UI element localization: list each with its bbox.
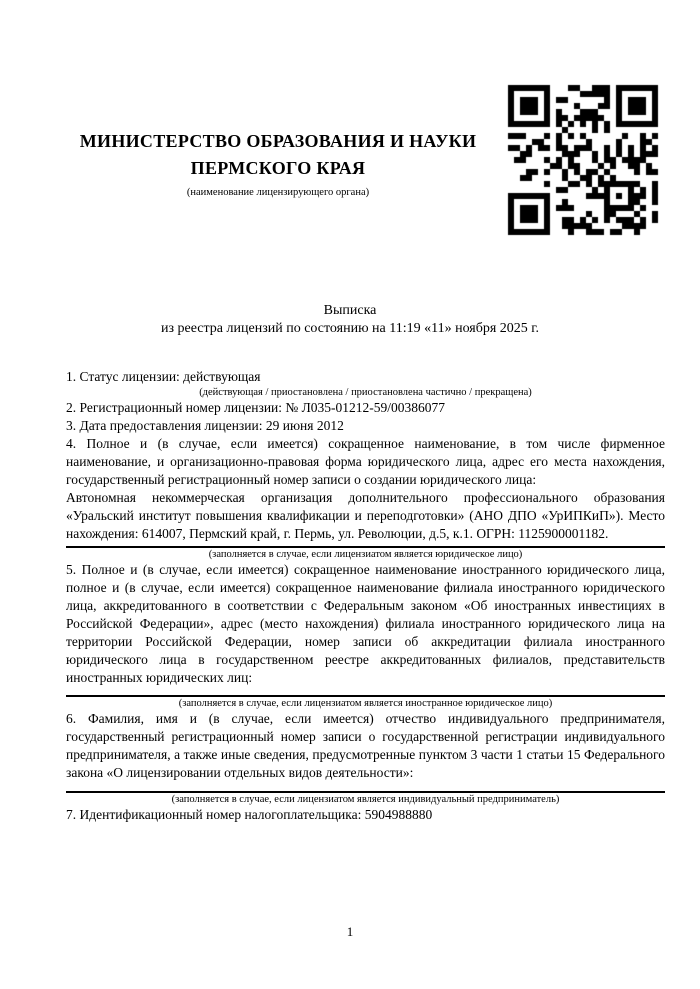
field-legal-entity-caption: (заполняется в случае, если лицензиатом является юридическое лицо) bbox=[208, 549, 523, 560]
field-foreign-entity-caption: (заполняется в случае, если лицензиатом является иностранное юридическое лицо) bbox=[178, 698, 553, 709]
field-license-status: 1. Статус лицензии: действующая bbox=[66, 369, 261, 384]
ministry-name-caption: (наименование лицензирующего органа) bbox=[186, 187, 370, 198]
field-taxpayer-number: 7. Идентификационный номер налогоплательщика: 5904988880 bbox=[66, 807, 433, 822]
document-body bbox=[66, 368, 665, 824]
title-line1: Выписка bbox=[323, 303, 377, 318]
field-foreign-entity-label: 5. Полное и (в случае, если имеется) сокращенное наименование иностранного юридического лица, полное и (в случае, если имеется) сокращенное наименование филиала иностранного юридического лица, аккредитованного в соответствии с Федеральным законом «Об иностранных инвестициях в Российской Федерации», адрес (место нахождения) филиала иностранного юридического лица на территории Российской Федерации, номер записи об аккредитации филиала иностранного юридического лица в государственном реестре аккредитованных филиалов, представительств иностранных юридических лиц: bbox=[66, 562, 665, 685]
field-license-status-caption: (действующая / приостановлена / приостановлена частично / прекращена) bbox=[199, 387, 532, 398]
field-registration-number: 2. Регистрационный номер лицензии: № Л035-01212-59/00386077 bbox=[66, 400, 446, 415]
ministry-header bbox=[66, 128, 490, 199]
title-line2: из реестра лицензий по состоянию на 11:19 «11» ноября 2025 г. bbox=[161, 320, 539, 336]
ministry-name-line1: МИНИСТЕРСТВО ОБРАЗОВАНИЯ И НАУКИ bbox=[79, 131, 477, 151]
field-legal-entity-value: Автономная некоммерческая организация дополнительного профессионального образования «Уральский институт повышения квалификации и переподготовки» (АНО ДПО «УрИПКиП»). Место нахождения: 614007, Пермский край, г. Пермь, ул. Революции, д.5, к.1. ОГРН: 1125900001182. bbox=[66, 490, 665, 541]
field-legal-entity-label: 4. Полное и (в случае, если имеется) сокращенное наименование, в том числе фирменное наименование, и организационно-правовая форма юридического лица, адрес его места нахождения, государственный регистрационный номер записи о создании юридического лица: bbox=[66, 436, 665, 487]
field-individual-entrepreneur-label: 6. Фамилия, имя и (в случае, если имеется) отчество индивидуального предпринимателя, государственный регистрационный номер записи о государственной регистрации индивидуального предпринимателя, а также иные сведения, предусмотренные пунктом 3 части 1 статьи 15 Федерального закона «О лицензировании отдельных видов деятельности»: bbox=[66, 711, 665, 780]
qr-code-icon bbox=[505, 82, 661, 238]
page-number: 1 bbox=[346, 924, 354, 939]
field-license-grant-date: 3. Дата предоставления лицензии: 29 июня 2012 bbox=[66, 418, 344, 433]
field-individual-entrepreneur-caption: (заполняется в случае, если лицензиатом является индивидуальный предприниматель) bbox=[171, 794, 560, 805]
ministry-name-line2: ПЕРМСКОГО КРАЯ bbox=[190, 158, 366, 178]
document-title bbox=[0, 302, 700, 337]
